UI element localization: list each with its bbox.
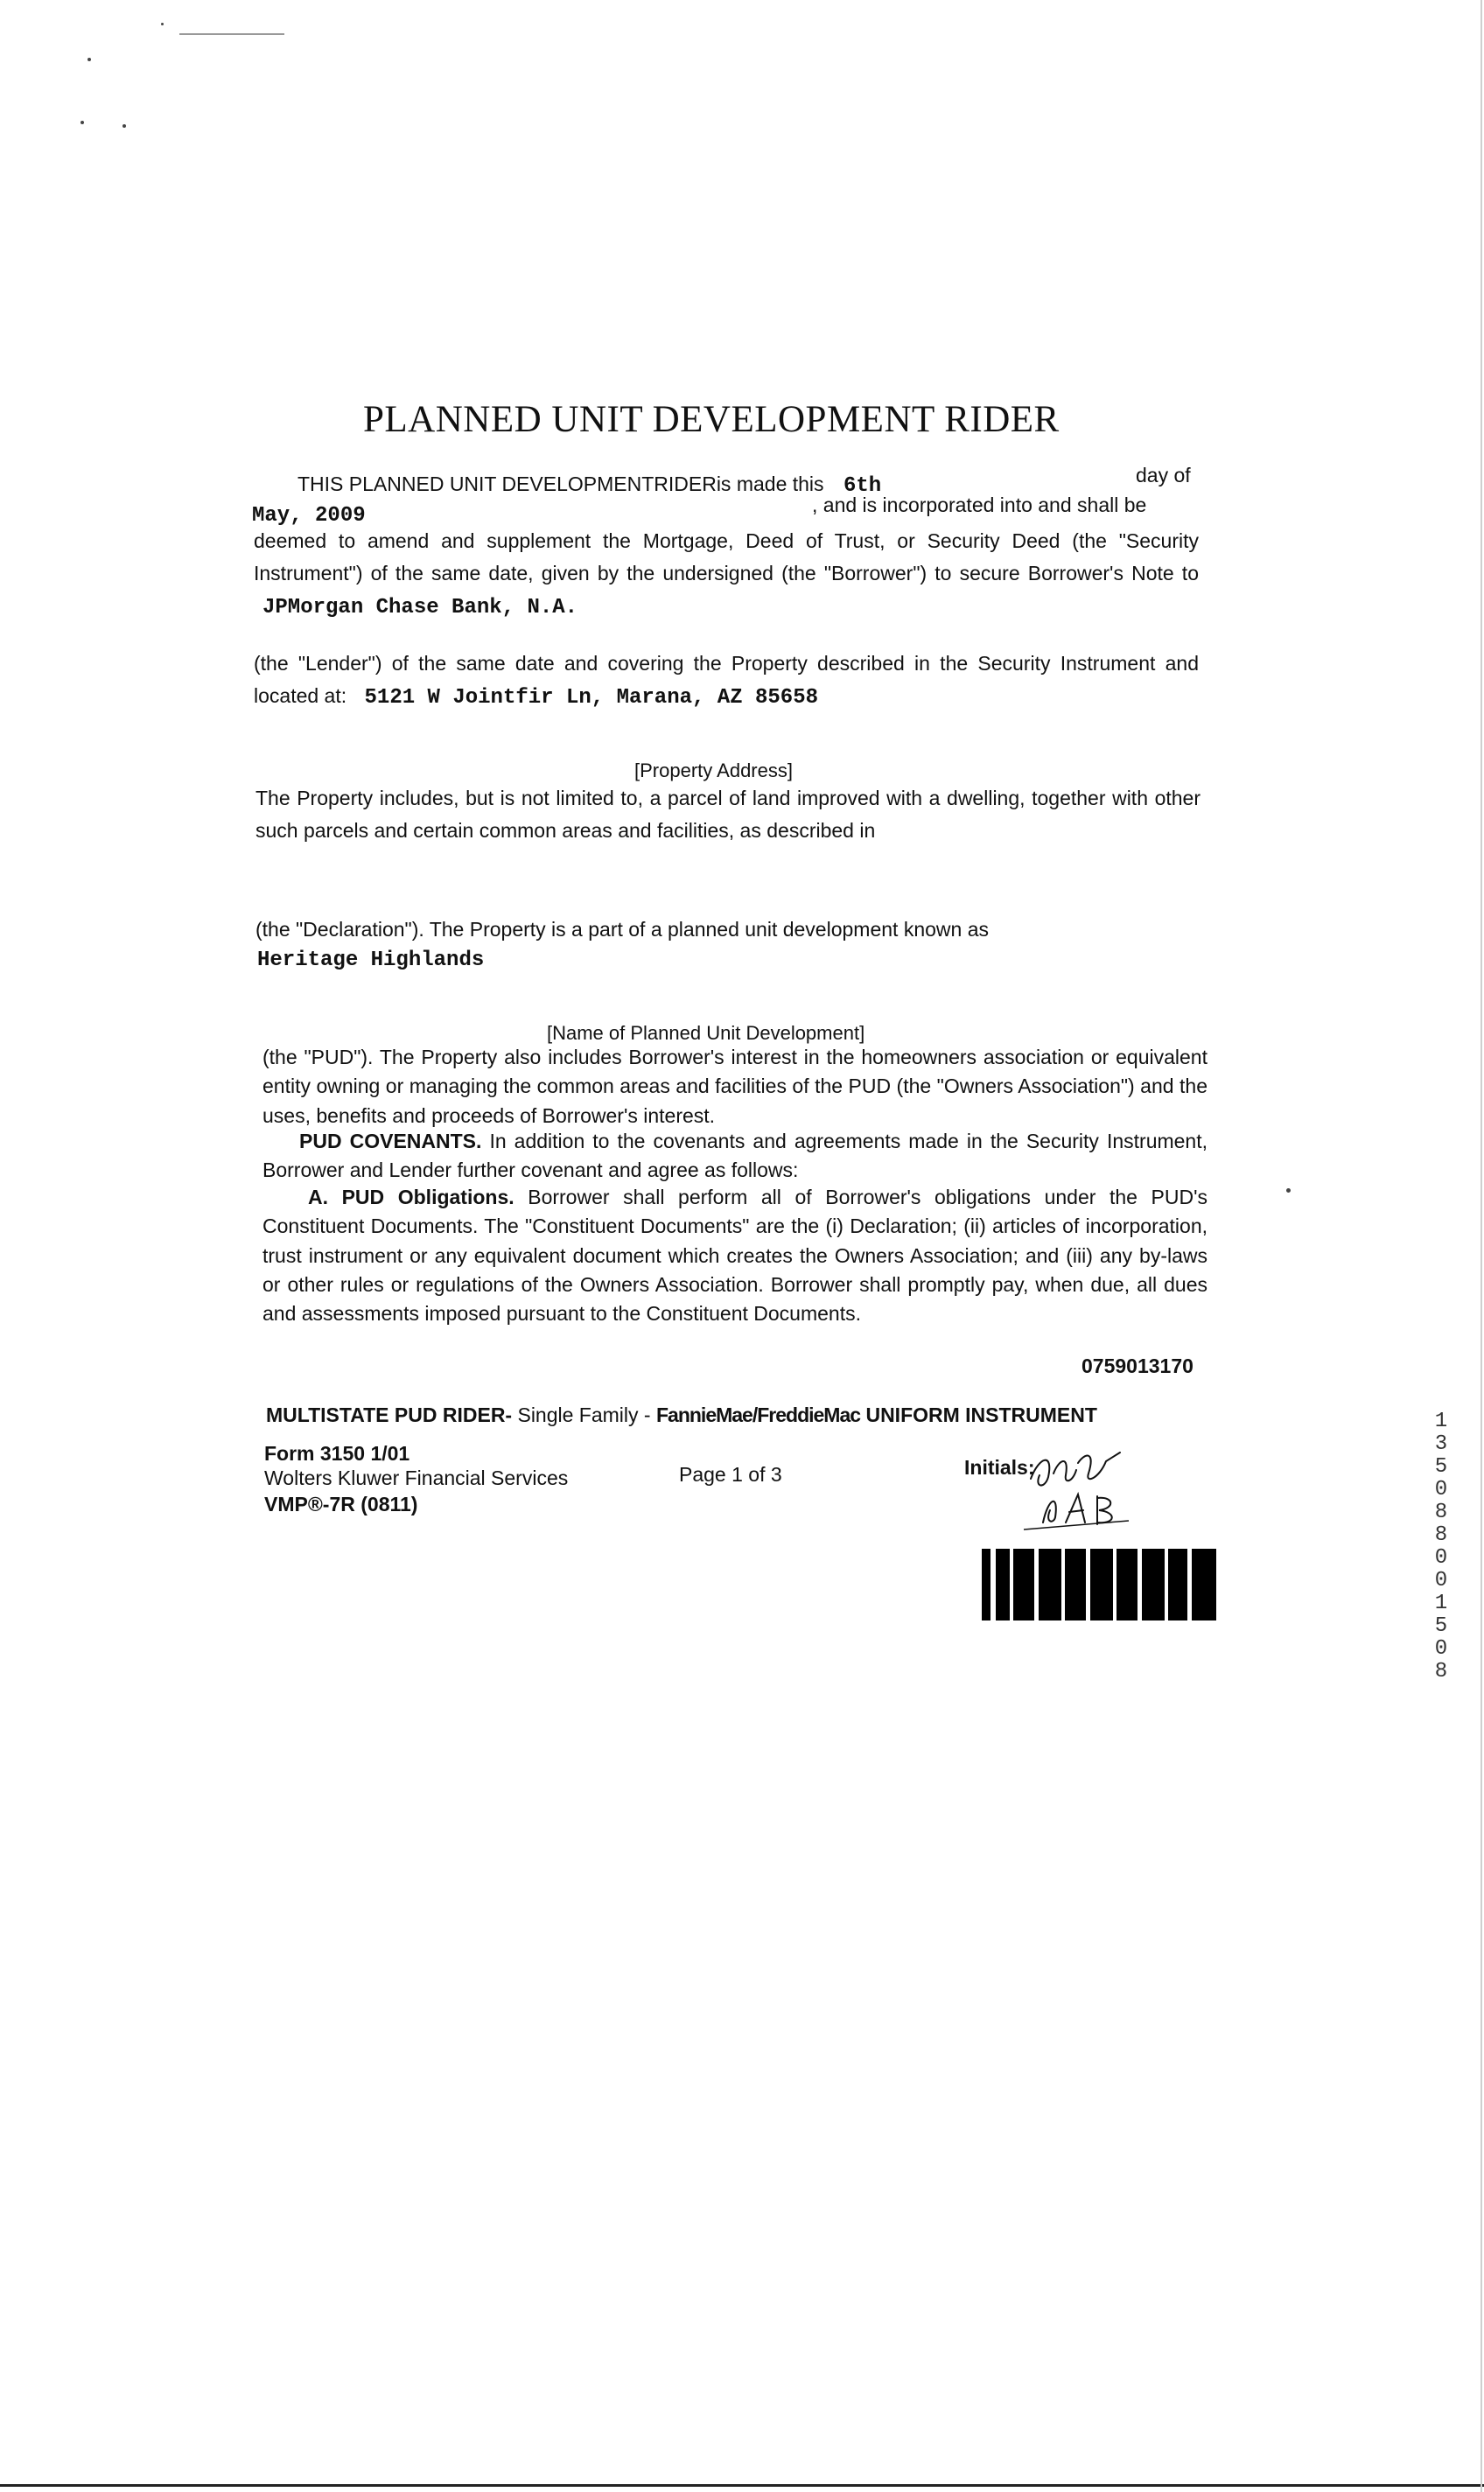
page-bottom-edge [0, 2484, 1484, 2487]
intro-paragraph-text: deemed to amend and supplement the Mortgage, Deed of Trust, or Security Deed (the "Security Instrument") of the same date, given by the undersigned (the "Borrower") to secure Borrower's Note to [254, 529, 1199, 584]
lender-paragraph [254, 648, 1199, 715]
obligations-paragraph [262, 1183, 1208, 1329]
handwritten-initials-graphic [1024, 1444, 1172, 1531]
footer-vmp: VMP®-7R (0811) [264, 1493, 418, 1516]
property-address-caption: [Property Address] [634, 760, 793, 781]
property-paragraph: The Property includes, but is not limited to, a parcel of land improved with a dwelling, together with other such parcels and certain common areas and facilities, as described in [256, 787, 1200, 842]
footer-publisher: Wolters Kluwer Financial Services [264, 1466, 569, 1489]
intro-lead [298, 472, 881, 500]
obligations-text: Borrower shall perform all of Borrower's obligations under the PUD's Constituent Documents. The "Constituent Documents" are the (i) Declaration; (ii) articles of incorporation, trust instrument or any equivalent document which creates the Owners Association; and (iii) any by-laws or other rules or regulations of the Owners Association. Borrower shall promptly pay, when due, all dues and assessments imposed pursuant to the Constituent Documents. [262, 1186, 1208, 1326]
document-title: PLANNED UNIT DEVELOPMENT RIDER [363, 399, 1060, 440]
footer-single-family: Single Family - [517, 1404, 651, 1426]
footer-fannie-freddie: FannieMae/FreddieMac [655, 1404, 861, 1426]
pud-name-caption: [Name of Planned Unit Development] [547, 1022, 865, 1044]
obligations-heading: A. PUD Obligations. [308, 1186, 514, 1208]
property-address-value: 5121 W Jointfir Ln, Marana, AZ 85658 [364, 685, 819, 710]
scan-speck [161, 23, 164, 25]
incorporated-text: , and is incorporated into and shall be [812, 494, 1147, 516]
pud-paragraph: (the "PUD"). The Property also includes Borrower's interest in the homeowners association or equivalent entity owning or managing the common areas and facilities of the PUD (the "Owners Association") and the uses, benefits and proceeds of Borrower's interest. [262, 1046, 1208, 1127]
scan-speck [88, 58, 91, 61]
covenants-heading: PUD COVENANTS. [299, 1130, 482, 1152]
footer-rider-label: MULTISTATE PUD RIDER- [266, 1404, 513, 1426]
covenants-paragraph [262, 1127, 1208, 1186]
barcode [982, 1549, 1216, 1620]
initials-signature [1024, 1444, 1172, 1531]
declaration-paragraph: (the "Declaration"). The Property is a part of a planned unit development known as [256, 918, 989, 941]
scan-speck [122, 124, 126, 128]
loan-number: 0759013170 [1082, 1354, 1194, 1377]
intro-lead-text: THIS PLANNED UNIT DEVELOPMENTRIDERis made this [298, 472, 824, 495]
footer-uniform-instrument: UNIFORM INSTRUMENT [865, 1404, 1097, 1426]
date-value: May, 2009 [252, 504, 366, 528]
initials-label: Initials: [964, 1456, 1035, 1479]
page-right-edge [1480, 0, 1482, 2492]
lender-paragraph-text: (the "Lender") of the same date and covering the Property described in the Security Instrument and located at: [254, 652, 1199, 707]
day-value: 6th [843, 474, 882, 498]
scan-speck [80, 121, 84, 124]
footer-form-number: Form 3150 1/01 [264, 1442, 410, 1465]
footer-rider-line [266, 1404, 1097, 1427]
margin-stamp-number: 1350880 01508 [1434, 1410, 1448, 1684]
scan-speck [1286, 1188, 1291, 1193]
footer-page-number: Page 1 of 3 [679, 1463, 782, 1486]
lender-name-value: JPMorgan Chase Bank, N.A. [262, 595, 578, 620]
day-of-label: day of [1136, 464, 1191, 486]
covenants-text: In addition to the covenants and agreements made in the Security Instrument, Borrower and Lender further covenant and agree as follows: [262, 1130, 1208, 1182]
scan-mark [179, 33, 284, 35]
intro-paragraph [254, 525, 1199, 625]
pud-name-value: Heritage Highlands [257, 948, 485, 972]
